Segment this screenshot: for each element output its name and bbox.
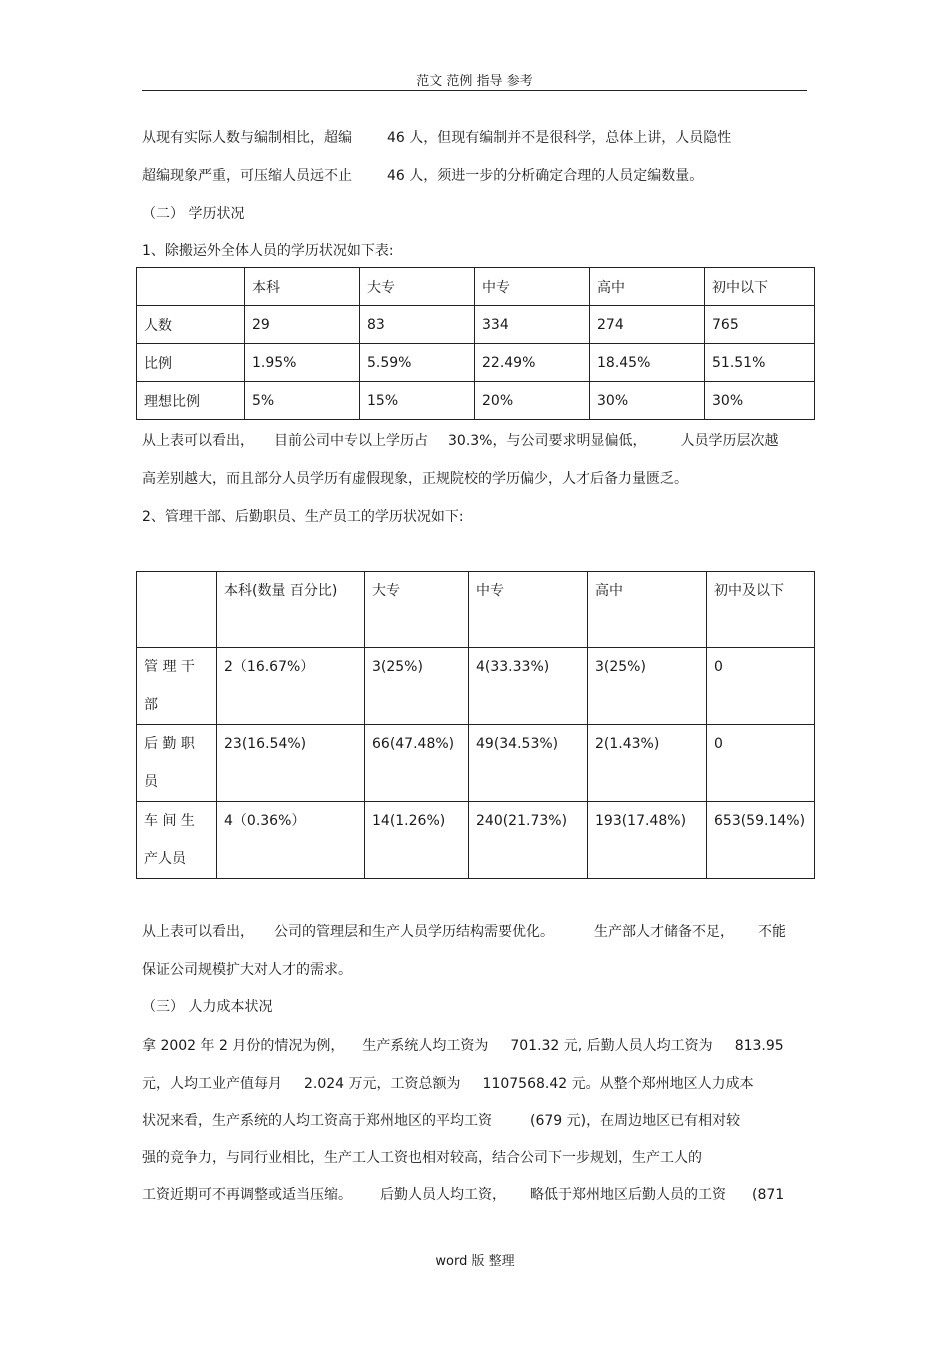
table-cell: 3(25%) (365, 648, 469, 725)
table-cell: 大专 (365, 572, 469, 648)
table-cell: 车 间 生 产人员 (137, 802, 217, 879)
para1-line1 (142, 127, 731, 147)
text-segment: 从现有实际人数与编制相比，超编 (142, 130, 352, 146)
table-cell (137, 572, 217, 648)
text-segment: 略低于郑州地区后勤人员的工资 (530, 1187, 726, 1203)
table-cell: 比例 (137, 344, 245, 382)
table-cell: 5% (245, 382, 360, 420)
table-cell: 2(1.43%) (588, 725, 707, 802)
text-segment: 不能 (758, 924, 786, 940)
table-row (137, 382, 815, 420)
table-cell: 0 (707, 648, 815, 725)
text-segment: 46 人，须进一步的分析确定合理的人员定编数量。 (387, 168, 704, 184)
table-cell: 653(59.14%) (707, 802, 815, 879)
table-cell: 5.59% (360, 344, 475, 382)
table-cell: 本科(数量 百分比) (217, 572, 365, 648)
text-segment: 拿 2002 年 2 月份的情况为例， (142, 1038, 345, 1054)
text-segment: 人员学历层次越 (680, 433, 779, 449)
table-cell: 后 勤 职 员 (137, 725, 217, 802)
table2-caption: 2、管理干部、后勤职员、生产员工的学历状况如下: (142, 509, 464, 525)
education-table-by-role (136, 571, 815, 879)
table-cell: 274 (590, 306, 705, 344)
table-cell: 15% (360, 382, 475, 420)
table-cell: 30% (705, 382, 815, 420)
table-cell: 初中及以下 (707, 572, 815, 648)
table-cell (137, 268, 245, 306)
table-cell: 高中 (588, 572, 707, 648)
table-cell: 18.45% (590, 344, 705, 382)
text-segment: 工资近期可不再调整或适当压缩。 (142, 1187, 352, 1203)
table-cell: 83 (360, 306, 475, 344)
text-segment: (679 元)，在周边地区已有相对较 (530, 1113, 741, 1129)
table-cell: 4(33.33%) (469, 648, 588, 725)
para4-line4: 强的竞争力，与同行业相比，生产工人工资也相对较高，结合公司下一步规划，生产工人的 (142, 1150, 702, 1166)
para3-line1 (142, 921, 786, 941)
table-cell: 765 (705, 306, 815, 344)
para2-line2: 高差别越大，而且部分人员学历有虚假现象，正规院校的学历偏少，人才后备力量匮乏。 (142, 471, 688, 487)
text-segment: 元，人均工业产值每月 (142, 1076, 282, 1092)
text-segment: (871 (752, 1187, 785, 1203)
text-segment: 813.95 (734, 1038, 784, 1054)
table-cell: 0 (707, 725, 815, 802)
table-row (137, 725, 815, 802)
text-segment: 从上表可以看出， (142, 433, 254, 449)
table-cell: 20% (475, 382, 590, 420)
text-segment: 1107568.42 元。从整个郑州地区人力成本 (482, 1076, 754, 1092)
table-cell: 14(1.26%) (365, 802, 469, 879)
table-cell: 193(17.48%) (588, 802, 707, 879)
text-segment: 状况来看，生产系统的人均工资高于郑州地区的平均工资 (142, 1113, 492, 1129)
para3-line2: 保证公司规模扩大对人才的需求。 (142, 962, 352, 978)
text-segment: 46 人，但现有编制并不是很科学，总体上讲，人员隐性 (387, 130, 732, 146)
table-cell: 大专 (360, 268, 475, 306)
text-segment: 701.32 元, 后勤人员人均工资为 (510, 1038, 713, 1054)
text-segment: 生产系统人均工资为 (362, 1038, 489, 1054)
table-cell: 4（0.36%） (217, 802, 365, 879)
table-cell: 22.49% (475, 344, 590, 382)
text-segment: 2.024 万元，工资总额为 (304, 1076, 461, 1092)
table-cell: 中专 (469, 572, 588, 648)
header-divider (142, 90, 807, 91)
text-segment: 生产部人才储备不足， (594, 924, 734, 940)
table-row (137, 306, 815, 344)
table-cell: 51.51% (705, 344, 815, 382)
table-cell: 1.95% (245, 344, 360, 382)
education-table-all (136, 267, 815, 420)
table-cell: 2（16.67%） (217, 648, 365, 725)
table1-caption: 1、除搬运外全体人员的学历状况如下表: (142, 243, 394, 259)
table-cell: 中专 (475, 268, 590, 306)
table-header-row (137, 268, 815, 306)
table-row (137, 344, 815, 382)
text-segment: 超编现象严重，可压缩人员远不止 (142, 168, 352, 184)
table-cell: 29 (245, 306, 360, 344)
para1-line2 (142, 165, 703, 185)
page-footer: word 版 整理 (435, 1254, 515, 1269)
text-segment: 30.3%，与公司要求明显偏低， (448, 433, 647, 449)
table-cell: 理想比例 (137, 382, 245, 420)
section-title-labor-cost: （三） 人力成本状况 (142, 999, 273, 1015)
page-header: 范文 范例 指导 参考 (416, 74, 533, 89)
text-segment: 公司的管理层和生产人员学历结构需要优化。 (274, 924, 554, 940)
para4-line1 (142, 1035, 784, 1055)
text-segment: 目前公司中专以上学历占 (274, 433, 428, 449)
para4-line3 (142, 1110, 740, 1130)
table-row (137, 648, 815, 725)
table-row (137, 802, 815, 879)
section-title-education: （二） 学历状况 (142, 206, 245, 222)
para4-line5 (142, 1184, 784, 1204)
table-cell: 334 (475, 306, 590, 344)
table-header-row (137, 572, 815, 648)
table-cell: 本科 (245, 268, 360, 306)
text-segment: 后勤人员人均工资， (380, 1187, 506, 1203)
text-segment: 从上表可以看出， (142, 924, 254, 940)
table-cell: 240(21.73%) (469, 802, 588, 879)
table-cell: 66(47.48%) (365, 725, 469, 802)
para4-line2 (142, 1073, 754, 1093)
table-cell: 高中 (590, 268, 705, 306)
table-cell: 23(16.54%) (217, 725, 365, 802)
table-cell: 3(25%) (588, 648, 707, 725)
para2-line1 (142, 430, 778, 450)
table-cell: 初中以下 (705, 268, 815, 306)
table-cell: 管 理 干 部 (137, 648, 217, 725)
table-cell: 30% (590, 382, 705, 420)
table-cell: 49(34.53%) (469, 725, 588, 802)
table-cell: 人数 (137, 306, 245, 344)
